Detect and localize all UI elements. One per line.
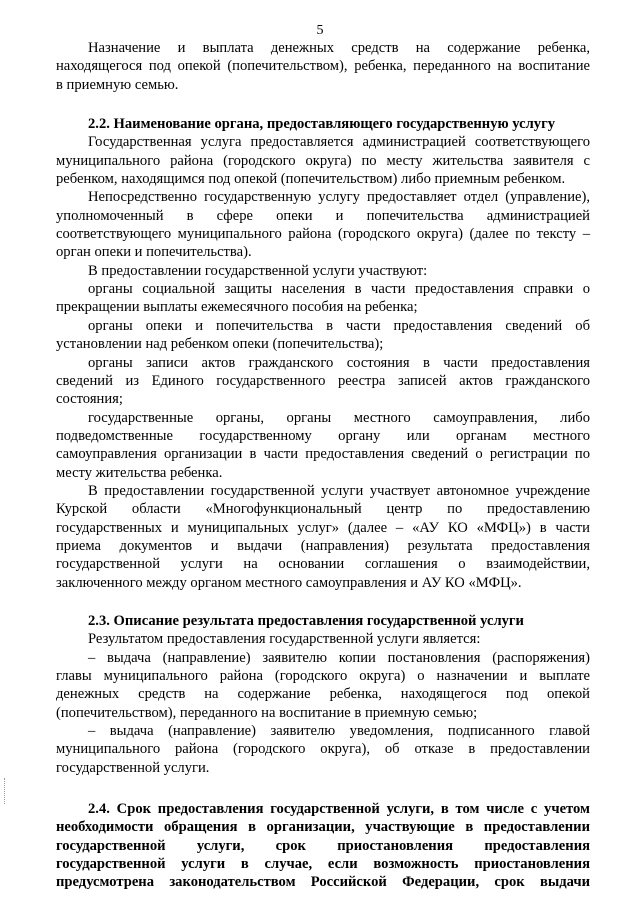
heading-line: государственной услуги в случае, если возможность приостановления <box>56 856 590 873</box>
text-line: состояния; <box>56 391 123 408</box>
text-line: ребенком, находящимся под опекой (попечительством) либо приемным ребенком. <box>56 171 566 188</box>
paragraph-purpose <box>56 39 590 94</box>
text-line: государственные органы, органы местного самоуправления, либо <box>88 409 590 426</box>
paragraph-participants-intro <box>56 262 590 280</box>
text-line: Результатом предоставления государственной услуги является: <box>88 631 481 648</box>
text-line: приема документов и выдачи (направления) результата предоставления <box>56 537 590 554</box>
text-line: Непосредственно государственную услугу предоставляет отдел (управление), <box>88 189 590 206</box>
text-line: прекращении выплаты ежемесячного пособия на ребенка; <box>56 299 418 316</box>
text-line: установлении над ребенком опеки (попечительства); <box>56 336 384 353</box>
text-line: сведений из Единого государственного реестра записей актов гражданского <box>56 372 590 389</box>
heading-line: 2.2. Наименование органа, предоставляющего государственную услугу <box>88 116 556 133</box>
text-line: Назначение и выплата денежных средств на содержание ребенка, <box>88 40 590 56</box>
paragraph-result-refusal <box>56 722 590 777</box>
text-line: уполномоченный в сфере опеки и попечительства администрацией <box>56 207 590 224</box>
text-line: муниципального района (городского округа), об отказе в предоставлении <box>56 741 590 758</box>
paragraph-mfc <box>56 482 590 592</box>
scan-margin-mark <box>4 778 7 804</box>
paragraph-provider <box>56 133 590 188</box>
heading-line: 2.4. Срок предоставления государственной услуги, в том числе с учетом <box>88 801 590 818</box>
paragraph-guardianship-bodies <box>56 317 590 354</box>
text-line: В предоставлении государственной услуги участвует автономное учреждение <box>88 482 590 499</box>
text-line: в приемную семью. <box>56 76 179 93</box>
text-line: денежных средств на содержание ребенка, находящегося под опекой <box>56 686 590 703</box>
heading-line: государственной услуги, срок приостановления предоставления <box>56 837 590 854</box>
paragraph-department <box>56 188 590 261</box>
text-line: Государственная услуга предоставляется администрацией соответствующего <box>88 134 590 151</box>
section-heading-2-2 <box>56 115 590 133</box>
text-line: государственной услуги на основании соглашения о взаимодействии, <box>56 556 590 573</box>
paragraph-social-protection <box>56 280 590 317</box>
document-body <box>56 39 590 892</box>
text-line: государственной услуги. <box>56 759 210 776</box>
text-line: органы социальной защиты населения в части предоставления справки о <box>88 281 590 298</box>
text-line: – выдача (направление) заявителю уведомления, подписанного главой <box>88 723 590 740</box>
paragraph-state-bodies <box>56 409 590 482</box>
text-line: соответствующего муниципального района (городского округа) (далее по тексту – <box>56 226 590 243</box>
text-line: органы опеки и попечительства в части предоставления сведений об <box>88 317 590 334</box>
page-number: 5 <box>316 23 324 38</box>
paragraph-result-copy <box>56 649 590 722</box>
text-line: заключенного между органом местного самоуправления и АУ КО «МФЦ». <box>56 574 522 591</box>
heading-line: предусмотрена законодательством Российской Федерации, срок выдачи <box>56 874 590 891</box>
paragraph-result-intro <box>56 630 590 648</box>
text-line: В предоставлении государственной услуги участвуют: <box>88 262 428 279</box>
text-line: подведомственные государственному органу или органам местного <box>56 427 590 444</box>
text-line: муниципального района (городского округа) по месту жительства заявителя с <box>56 152 590 169</box>
text-line: (попечительством), переданного на воспитание в приемную семью; <box>56 704 478 721</box>
text-line: главы муниципального района (городского округа) о назначении и выплате <box>56 668 590 684</box>
text-line: органы записи актов гражданского состояния в части предоставления <box>88 354 590 371</box>
text-line: самоуправления организации в части предоставления сведений о регистрации по <box>56 446 590 463</box>
text-line: Курской области «Многофункциональный центр по предоставлению <box>56 501 590 518</box>
section-heading-2-3 <box>56 612 590 630</box>
section-heading-2-4 <box>56 800 590 892</box>
text-line: орган опеки и попечительства). <box>56 244 252 261</box>
text-line: месту жительства ребенка. <box>56 464 223 481</box>
text-line: – выдача (направление) заявителю копии постановления (распоряжения) <box>88 649 590 666</box>
text-line: государственных и муниципальных услуг» (далее – «АУ КО «МФЦ») в части <box>56 519 590 536</box>
paragraph-civil-registry <box>56 354 590 409</box>
heading-line: необходимости обращения в организации, участвующие в предоставлении <box>56 819 590 836</box>
text-line: находящегося под опекой (попечительством), ребенка, переданного на воспитание <box>56 58 590 75</box>
heading-line: 2.3. Описание результата предоставления государственной услуги <box>88 612 524 629</box>
